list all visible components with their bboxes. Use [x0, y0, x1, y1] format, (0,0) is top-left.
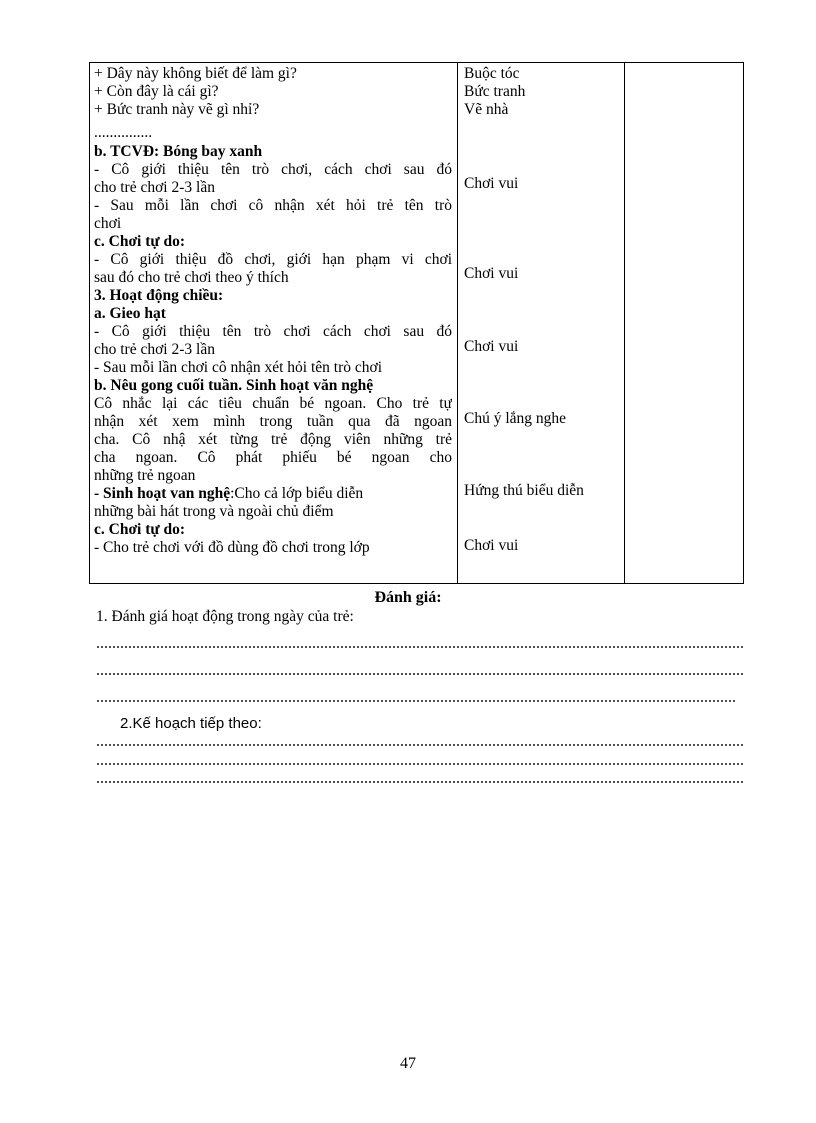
column-divider	[624, 63, 625, 583]
column-divider	[457, 63, 458, 583]
section-heading: b. TCVĐ: Bóng bay xanh	[94, 143, 263, 160]
activity-line: những trẻ ngoan	[94, 467, 196, 484]
section-heading-inline: - Sinh hoạt van nghệ	[94, 485, 231, 502]
page-number: 47	[400, 1055, 416, 1072]
response-cell: Chơi vui	[464, 338, 519, 355]
activity-line: cho trẻ chơi 2-3 lần	[94, 341, 215, 358]
dotted-line	[96, 645, 744, 649]
activity-line: cha ngoan. Cô phát phiếu bé ngoan cho	[94, 449, 452, 466]
response-cell: Chơi vui	[464, 537, 519, 554]
activity-column	[94, 65, 452, 557]
section-heading: c. Chơi tự do:	[94, 521, 186, 538]
activity-line: chơi	[94, 215, 122, 232]
section-heading: b. Nêu gong cuối tuần. Sinh hoạt văn nghệ	[94, 377, 374, 394]
ellipsis-line: ...............	[94, 127, 153, 141]
activity-line: - Cô giới thiệu tên trò chơi, cách chơi sau đó	[94, 161, 452, 178]
activity-line: + Bức tranh này vẽ gì nhỉ?	[94, 101, 260, 118]
dotted-line	[96, 762, 744, 766]
activity-line: sau đó cho trẻ chơi theo ý thích	[94, 269, 289, 286]
activity-line: Cô nhắc lại các tiêu chuẩn bé ngoan. Cho trẻ tự	[94, 395, 452, 412]
response-cell: Chú ý lắng nghe	[464, 410, 567, 427]
activity-line	[94, 485, 452, 503]
activity-line: nhận xét xem mình trong tuần qua đã ngoan	[94, 413, 452, 430]
evaluation-item-2: 2.Kế hoạch tiếp theo:	[120, 715, 262, 732]
section-heading: c. Chơi tự do:	[94, 233, 186, 250]
response-cell: Chơi vui	[464, 175, 519, 192]
activity-line: - Cô giới thiệu tên trò chơi cách chơi sau đó	[94, 323, 452, 340]
response-cell: Hứng thú biểu diễn	[464, 482, 584, 499]
section-heading: 3. Hoạt động chiều:	[94, 287, 224, 304]
dotted-line	[96, 699, 736, 703]
activity-text: :Cho cả lớp biểu diễn	[230, 485, 364, 502]
activity-line: - Cô giới thiệu đồ chơi, giới hạn phạm vi chơi	[94, 251, 452, 268]
dotted-line	[96, 780, 744, 784]
activity-line: những bài hát trong và ngoài chủ điểm	[94, 503, 334, 520]
evaluation-title: Đánh giá:	[374, 589, 442, 606]
dotted-line	[96, 672, 744, 676]
response-cell: Buộc tóc	[464, 65, 520, 82]
response-cell: Chơi vui	[464, 265, 519, 282]
activity-line: cha. Cô nhậ xét từng trẻ động viên những trẻ	[94, 431, 452, 448]
activity-line: + Còn đây là cái gì?	[94, 83, 219, 100]
section-heading: a. Gieo hạt	[94, 305, 166, 322]
activity-line: - Sau mỗi lần chơi cô nhận xét hỏi tên trò chơi	[94, 359, 383, 376]
evaluation-item-1: 1. Đánh giá hoạt động trong ngày của trẻ:	[96, 608, 354, 625]
response-cell: Bức tranh	[464, 83, 526, 100]
lesson-plan-table	[89, 62, 744, 584]
activity-line: cho trẻ chơi 2-3 lần	[94, 179, 215, 196]
activity-line: - Sau mỗi lần chơi cô nhận xét hỏi trẻ tên trò	[94, 197, 452, 214]
response-cell: Vẽ nhà	[464, 101, 509, 118]
dotted-line	[96, 743, 744, 747]
activity-line: + Dây này không biết để làm gì?	[94, 65, 297, 82]
activity-line: - Cho trẻ chơi với đồ dùng đồ chơi trong lớp	[94, 539, 370, 556]
